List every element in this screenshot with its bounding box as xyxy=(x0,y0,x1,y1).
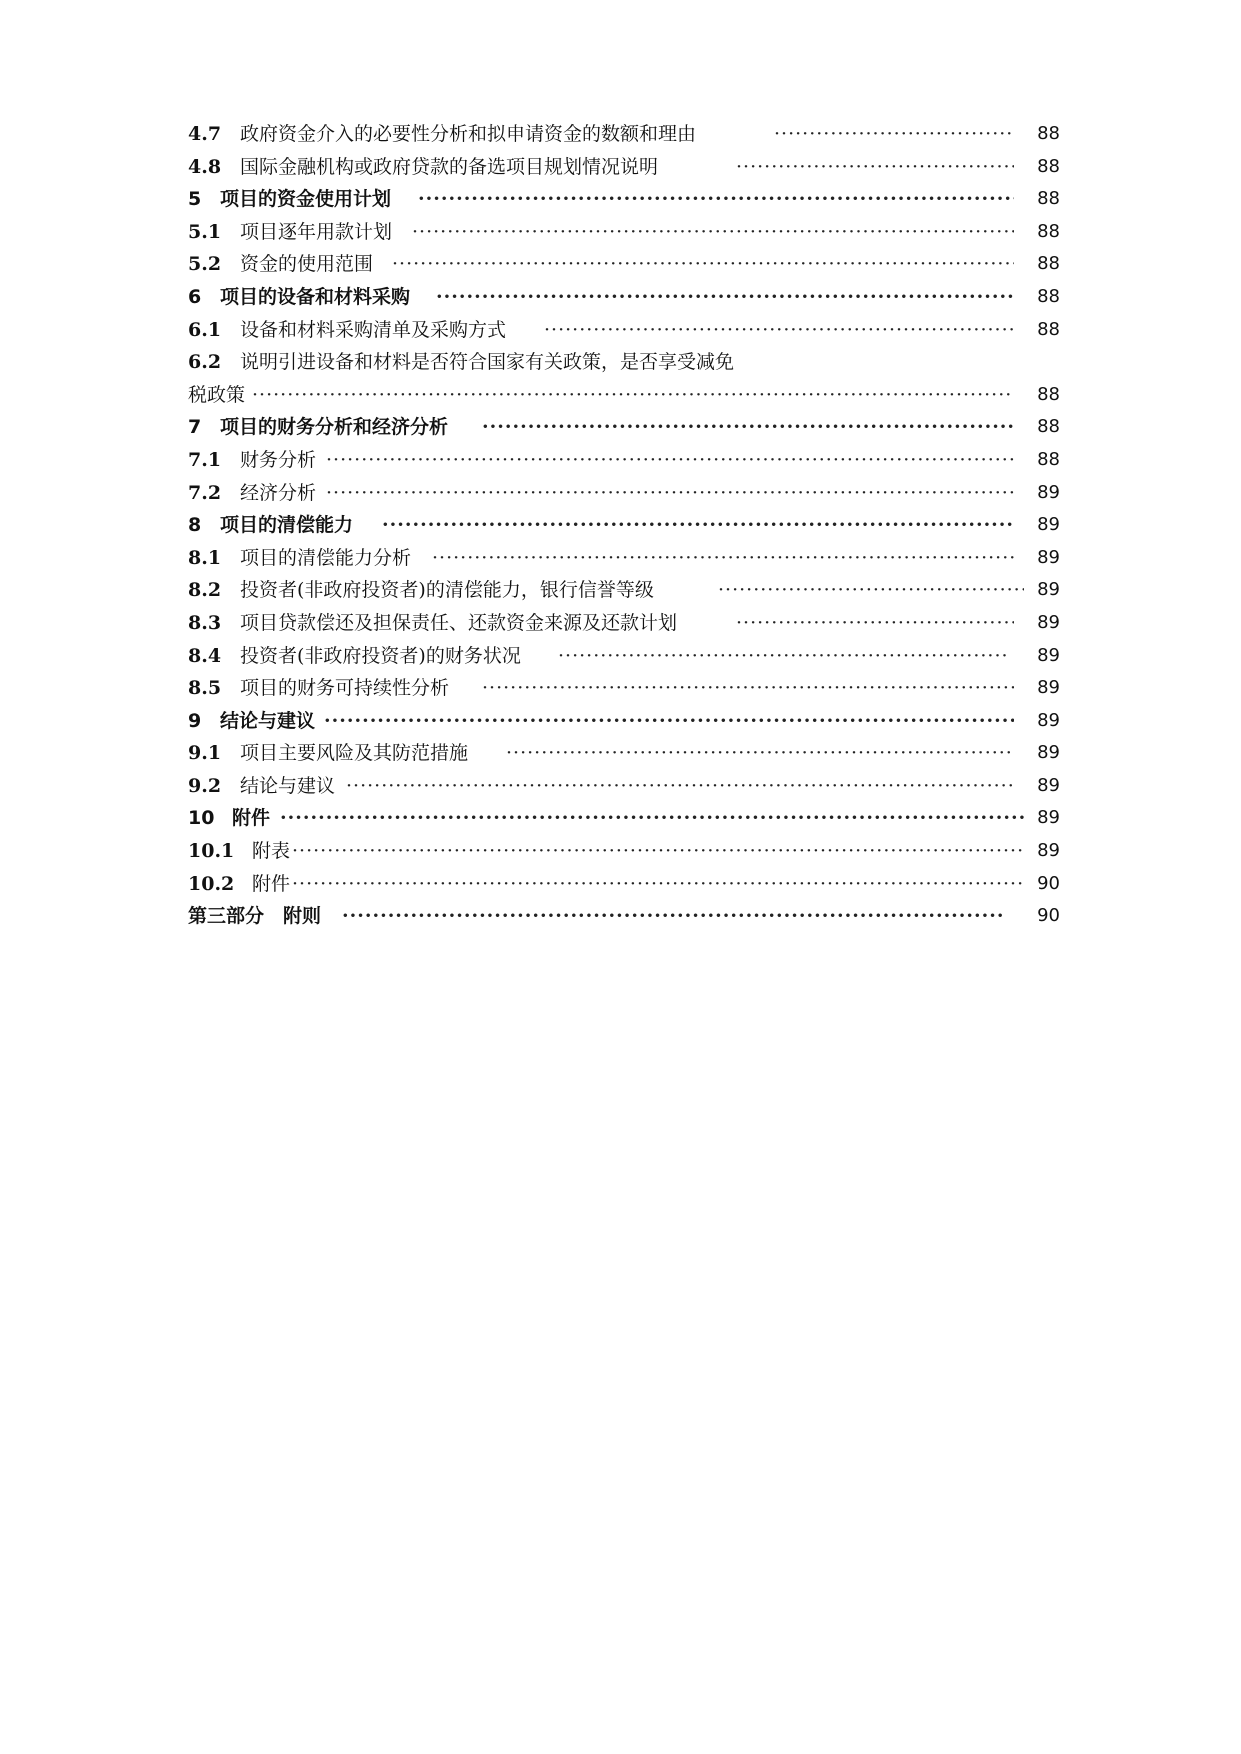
toc-entry-page: 89 xyxy=(1037,481,1060,503)
toc-entry-number: 6.1 xyxy=(188,318,222,341)
toc-entry-page: 89 xyxy=(1037,742,1060,764)
toc-entry-page: 89 xyxy=(1037,677,1060,699)
toc-entry-number: 8.2 xyxy=(188,579,222,602)
toc-leader xyxy=(418,183,1014,216)
toc-leader xyxy=(292,868,1022,901)
toc-entry-number: 4.8 xyxy=(188,155,222,178)
toc-entry-number: 8.5 xyxy=(188,677,222,700)
toc-entry[interactable] xyxy=(188,542,1060,575)
toc-entry[interactable] xyxy=(188,574,1060,607)
toc-leader xyxy=(506,737,1014,770)
toc-entry-title-cont: 税政策 xyxy=(188,383,246,406)
toc-entry[interactable] xyxy=(188,672,1060,705)
toc-entry-title: 附表 xyxy=(252,840,291,863)
toc-entry-page: 88 xyxy=(1037,253,1060,275)
toc-entry[interactable] xyxy=(188,477,1060,510)
toc-entry-title: 投资者(非政府投资者)的财务状况 xyxy=(240,644,521,667)
toc-entry-title: 设备和材料采购清单及采购方式 xyxy=(240,318,507,341)
toc-leader xyxy=(558,640,1008,673)
toc-leader xyxy=(736,607,1014,640)
toc-entry-number: 10.1 xyxy=(188,840,235,863)
toc-leader xyxy=(544,314,1014,347)
toc-entry-number: 8.3 xyxy=(188,611,222,634)
toc-entry-page: 88 xyxy=(1037,383,1060,405)
toc-entry-number: 7.2 xyxy=(188,481,222,504)
toc-entry-number: 4.7 xyxy=(188,123,222,145)
toc-entry[interactable] xyxy=(188,216,1060,249)
toc-entry-title: 投资者(非政府投资者)的清偿能力，银行信誉等级 xyxy=(240,579,654,602)
toc-leader xyxy=(436,281,1014,314)
toc-entry-page: 89 xyxy=(1037,579,1060,601)
toc-entry[interactable] xyxy=(188,835,1060,868)
toc-leader xyxy=(736,151,1014,184)
toc-entry-title: 结论与建议 xyxy=(240,774,336,797)
toc-leader xyxy=(326,444,1014,477)
toc-entry-page: 88 xyxy=(1037,285,1060,307)
toc-entry-page: 90 xyxy=(1037,905,1060,927)
toc-leader xyxy=(292,835,1022,868)
toc-leader xyxy=(342,900,1006,933)
toc-entry-title: 经济分析 xyxy=(240,481,317,504)
toc-entry-number: 8.4 xyxy=(188,644,222,667)
toc-entry[interactable] xyxy=(188,346,1060,411)
toc-entry-number: 9 xyxy=(188,709,202,732)
toc-leader xyxy=(324,705,1014,738)
toc-leader xyxy=(774,118,1014,151)
toc-leader xyxy=(718,574,1024,607)
toc-entry-title: 项目的清偿能力分析 xyxy=(240,546,412,569)
toc-entry-page: 89 xyxy=(1037,546,1060,568)
toc-leader xyxy=(482,672,1014,705)
toc-entry-title: 资金的使用范围 xyxy=(240,253,374,276)
toc-entry[interactable] xyxy=(188,737,1060,770)
toc-leader xyxy=(346,770,1014,803)
table-of-contents xyxy=(188,118,1060,933)
toc-entry-title: 项目的资金使用计划 xyxy=(220,188,392,211)
toc-leader xyxy=(482,411,1014,444)
toc-entry-title: 项目主要风险及其防范措施 xyxy=(240,742,469,765)
toc-entry-page: 89 xyxy=(1037,807,1060,829)
toc-entry-page: 88 xyxy=(1037,123,1060,144)
toc-entry[interactable] xyxy=(188,705,1060,738)
toc-leader xyxy=(412,216,1014,249)
toc-entry[interactable] xyxy=(188,900,1060,933)
toc-entry[interactable] xyxy=(188,444,1060,477)
toc-entry[interactable] xyxy=(188,183,1060,216)
toc-entry-title: 项目的财务可持续性分析 xyxy=(240,677,450,700)
toc-leader xyxy=(252,379,1014,412)
toc-entry-page: 89 xyxy=(1037,514,1060,536)
toc-entry-page: 88 xyxy=(1037,416,1060,438)
toc-entry[interactable] xyxy=(188,802,1060,835)
toc-entry-page: 88 xyxy=(1037,448,1060,470)
toc-entry-title: 说明引进设备和材料是否符合国家有关政策，是否享受减免 xyxy=(240,351,735,374)
toc-entry-title: 国际金融机构或政府贷款的备选项目规划情况说明 xyxy=(240,155,659,178)
toc-entry[interactable] xyxy=(188,770,1060,803)
toc-entry-title: 项目贷款偿还及担保责任、还款资金来源及还款计划 xyxy=(240,611,678,634)
toc-entry[interactable] xyxy=(188,281,1060,314)
toc-entry-title: 结论与建议 xyxy=(220,709,316,732)
toc-entry-title: 政府资金介入的必要性分析和拟申请资金的数额和理由 xyxy=(240,123,697,145)
toc-entry-number: 5.2 xyxy=(188,253,222,276)
toc-leader xyxy=(382,509,1014,542)
toc-entry[interactable] xyxy=(188,607,1060,640)
toc-entry[interactable] xyxy=(188,248,1060,281)
toc-entry-page: 88 xyxy=(1037,188,1060,210)
toc-entry-page: 89 xyxy=(1037,644,1060,666)
toc-entry-number: 9.2 xyxy=(188,774,222,797)
toc-entry-title: 财务分析 xyxy=(240,448,317,471)
toc-entry-title: 附件 xyxy=(232,807,271,830)
toc-entry-title: 项目逐年用款计划 xyxy=(240,220,393,243)
toc-entry-page: 89 xyxy=(1037,774,1060,796)
toc-entry-title: 附件 xyxy=(252,872,291,895)
toc-entry-page: 88 xyxy=(1037,155,1060,177)
toc-leader xyxy=(280,802,1024,835)
toc-entry-number: 7.1 xyxy=(188,448,222,471)
toc-entry-number: 9.1 xyxy=(188,742,222,765)
toc-entry-number: 10 xyxy=(188,807,215,830)
toc-entry-page: 88 xyxy=(1037,318,1060,340)
toc-entry-continuation xyxy=(188,379,245,412)
toc-entry-title: 项目的财务分析和经济分析 xyxy=(220,416,449,439)
toc-entry-title: 第三部分 附则 xyxy=(188,905,322,928)
toc-entry-number: 6.2 xyxy=(188,351,222,374)
toc-entry-number: 8.1 xyxy=(188,546,222,569)
toc-entry-number: 6 xyxy=(188,285,202,308)
toc-entry-page: 89 xyxy=(1037,709,1060,731)
toc-entry[interactable] xyxy=(188,640,1060,673)
toc-entry[interactable] xyxy=(188,411,1060,444)
toc-entry-title: 项目的清偿能力 xyxy=(220,514,354,537)
toc-entry[interactable] xyxy=(188,314,1060,347)
toc-entry-page: 89 xyxy=(1037,611,1060,633)
toc-leader xyxy=(326,477,1014,510)
toc-entry-page: 88 xyxy=(1037,220,1060,242)
toc-entry-number: 8 xyxy=(188,514,202,537)
toc-entry-title: 项目的设备和材料采购 xyxy=(220,285,411,308)
toc-entry-page: 89 xyxy=(1037,840,1060,862)
toc-entry[interactable] xyxy=(188,868,1060,901)
toc-leader xyxy=(432,542,1014,575)
toc-entry-number: 7 xyxy=(188,416,202,439)
toc-entry[interactable] xyxy=(188,118,1060,151)
toc-leader xyxy=(392,248,1014,281)
toc-entry[interactable] xyxy=(188,509,1060,542)
toc-entry-number: 5 xyxy=(188,188,202,211)
toc-entry-number: 10.2 xyxy=(188,872,235,895)
toc-entry-number: 5.1 xyxy=(188,220,222,243)
toc-entry[interactable] xyxy=(188,151,1060,184)
toc-entry-page: 90 xyxy=(1037,872,1060,894)
